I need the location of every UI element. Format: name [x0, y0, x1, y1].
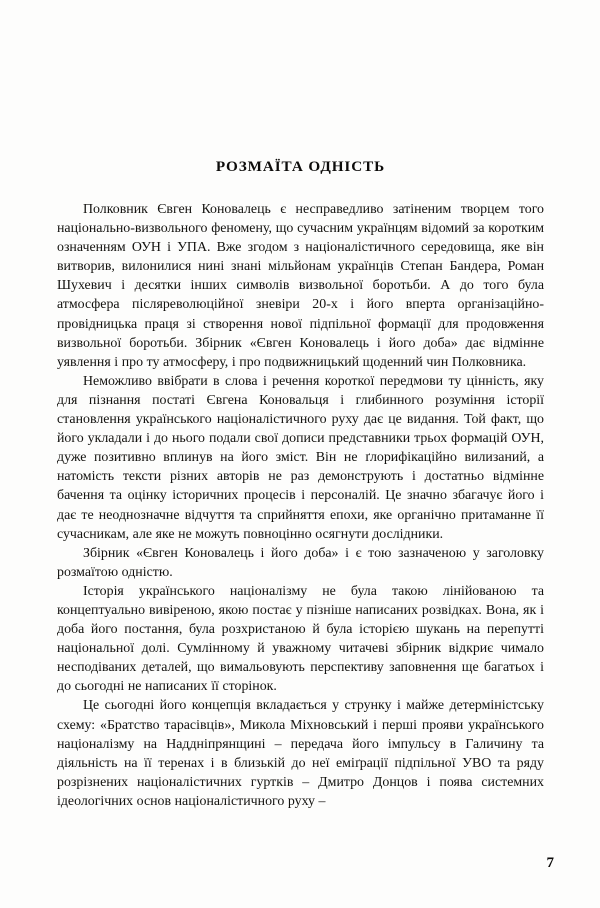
paragraph-1: Полковник Євген Коновалець є несправедливо затіненим творцем того національно-визвольного феномену, що сучасним українцям відомий за коротким означенням ОУН і УПА. Вже згодом з націоналістичного середовища, яке він витворив, вилонилися нині знані мільйонам українців Степан Бандера, Роман Шухевич і десятки інших символів визвольної боротьби. А до того була атмосфера післяреволюційної зневіри 20-х і його вперта організаційно-провідницька праця зі створення нової підпільної формації для продовження визвольної боротьби. Збірник «Євген Коновалець і його доба» дає відмінне уявлення і про ту атмосферу, і про подвижницький щоденний чин Полковника.	[57, 202, 544, 370]
paragraph-2: Неможливо ввібрати в слова і речення короткої передмови ту цінність, яку для пізнання постаті Євгена Коновальця і глибинного розуміння історії становлення українського націоналістичного руху дає це видання. Той факт, що його укладали і до нього подали свої дописи представники трьох формацій ОУН, дуже позитивно вплинув на його зміст. Він не ґлорифікаційно вилизаний, а натомість тексти різних авторів не раз демонструють і достатньо відмінне бачення та оцінку історичних процесів і персоналій. Це значно збагачує його і дає те неоднозначне відчуття та сприйняття епохи, яке органічно притаманне її сучасникам, але яке не можуть повноцінно осягнути дослідники.	[57, 373, 544, 542]
page-text-block	[57, 158, 544, 811]
page-title: РОЗМАЇТА ОДНІСТЬ	[215, 158, 386, 175]
page-number: 7	[546, 855, 554, 871]
paragraph-5: Це сьогодні його концепція вкладається у струнку і майже детерміністську схему: «Братство тарасівців», Микола Міхновський і перші прояви українського націоналізму на Наддніпрянщині – передача його імпульсу в Галичину та діяльність на її теренах і в близькій до неї еміґрації підпільної УВО та ряду розрізнених націоналістичних гуртків – Дмитро Донцов і поява системних ідеологічних основ націоналістичного руху –	[57, 698, 544, 809]
paragraph-4: Історія українського націоналізму не була такою лінійованою та концептуально вивіреною, якою постає у пізніше написаних розвідках. Вона, як і доба його постання, була розхристаною й була історією шукань на перепутті національної долі. Сумлінному й уважному читачеві збірник відкриє чимало несподіваних деталей, що вимальовують перспективу заповнення ще багатьох і до сьогодні не написаних її сторінок.	[57, 583, 544, 695]
paragraph-3: Збірник «Євген Коновалець і його доба» і є тою зазначеною у заголовку розмаїтою одністю.	[57, 545, 544, 580]
